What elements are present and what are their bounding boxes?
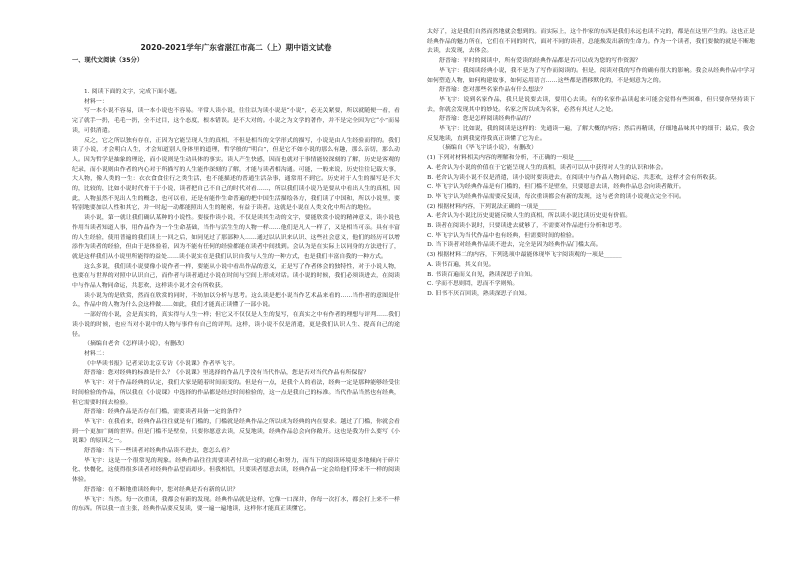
paragraph-left-0: 1. 阅读下面的文字，完成下面小题。	[84, 89, 181, 95]
paragraph-left-15: 舒晋瑜：当下一些读者对经典作品读不进去，您怎么看？	[84, 448, 233, 455]
question-right-13: (2) 根据材料内容，下列说法正确的一项是______	[427, 203, 557, 210]
right-column	[427, 28, 755, 550]
paragraph-left-13: 舒晋瑜：经典作品是否存在门槛，需要读者具备一定的条件？	[84, 409, 245, 416]
answer-option-right-21: C. 学而不思则罔，思而不学则殆。	[427, 281, 519, 288]
answer-option-right-17: D. 当下读者对经典作品读不进去，完全是因为经典作品门槛太高。	[427, 242, 602, 249]
answer-option-right-16: C. 毕飞宇认为当代作品中也有经典，但需要时间的检验。	[427, 232, 578, 239]
question-right-18: (3) 根据材料二的内容，下列选项中最能体现毕飞宇阅读观的一项是______	[427, 252, 622, 259]
paragraph-left-7: 一部好的小说，会是真实的，真实得与人生一样；但它又不仅仅是人生的复写，在真实之中有作者的理想与评判……我们读小说的时候，也应当对小说中的人物与事件有自己的评判。这样，读小说不仅是消遣，更是我们认识人生、提高自己的途径。	[72, 312, 400, 338]
answer-option-right-19: A. 读书百遍，其义自见。	[427, 261, 495, 268]
paragraph-right-0: 太好了，这是我们自然而然地就会想到的。而实际上，这个作家的东西是我们永远也读不完的，都是在这里产生的。这也正是经典作品的魅力所在，它们在不同的时代，面对不同的读者，总能焕发出新的生命力。作为一个读者，我们要做的就是不断地去读，去发现，去体会。	[427, 29, 755, 55]
paragraph-left-18: 毕飞宇：当然。每一次重读，我都会有新的发现。经典作品就是这样，它像一口深井，你每一次打水，都会打上来不一样的东西。所以我一直主张，经典作品要反复读，要一遍一遍地读，这样你才能真正读懂它。	[72, 496, 400, 513]
paragraph-left-2: 写一本小说不容易，读一本小说也不容易。平常人读小说，往往以为读小说是“小说”，必无关紧要，所以就随便一看，看完了就手一扔，毛毛一扔，全不过目，这个态度，根本错误。是不大对的。小说之为文学的著作，并不是完全因为它“小”而易读，可供消遣。	[72, 108, 400, 134]
answer-option-right-14: A. 老舍认为小说比历史更能反映人生的真相，所以读小说比读历史更有价值。	[427, 213, 632, 220]
paragraph-left-5: 这么多说，我们读小说要像小说作者一样，要能从小说中看出作品的意义，正是写了作者体会的独特性，对于小说人物，也要在与世界的对照中认识自己，而作者与读者通过小说在时间与空间上形成对话。读小说的时候，我们必须读进去，在阅读中与作品人物同命运，共悲欢，这样读小说才会有所收获。	[72, 263, 400, 290]
paragraph-left-3: 反之，它之所以独有存在，正因为它能呈现人生的真相，不但是相当的文学形式的描写，小说是由人生经验而得的。我们读了小说，才会明白人生，才会知道别人身体里的道理，哲学般的“明白”，但是它不如小说的那么有趣，那么亲切，那么动人。因为哲学是抽象的理论，而小说则是生动具体的事实。读人产生快感，因而也就对于事情能较深刻的了解，历史是客观的纪录，而小说则由作者的内心对于所描写的人生能作深刻的了解，才能与读者相沟通。可能，一般来说，历史往往记载大事，大人物，像人类的一生：衣衣食食住行之类生活，也不能描述的普通生活杂事，通常用不到它。历史对于人生的描写是不大的，比较的，比如小说时代骨干于小说，读者把自己不自己的时代对看……，所以我们读小说乃是要从中看出人生的真相，因此，人物虽然不见出人生的概念，也可以看，还是有能作生命普遍的把中国生活描绘各方，我们读了中国和，所以小说里，要特别地要加以人性和其它，并一时起一动都能照出人生的秘密，有益于读者。这就是小说在人类文化中所占的地位。	[72, 137, 400, 212]
section-heading: 一、现代文阅读（35分）	[72, 57, 144, 64]
paragraph-left-12: 毕飞宇：对于作品经典的认定，我们大家是随着时间而变的。但是有一点，是我个人的看法，经典一定是那种能够经受住时间检验的作品，所以我在《小说课》中选择的作品都是经过时间检验的，这一点是我自己的标准。当代作品当然也有经典，但它需要时间去检验。	[72, 380, 400, 406]
paragraph-right-2: 毕飞宇：我阅读经典小说，我不是为了写作而阅读的。但是，阅读对我的写作的确有很大的影响。我会从经典作品中学习如何塑造人物，如何构建故事，如何运用语言……这些都是潜移默化的，不是刻意为之的。	[427, 67, 755, 84]
material-label-left-8: （摘编自老舍《怎样读小说》，有删改）	[84, 341, 188, 348]
answer-option-right-11: C. 毕飞宇认为经典作品是有门槛的，但门槛不是壁垒，只要愿意去读，经典作品总会向读者敞开。	[427, 184, 685, 191]
answer-option-right-20: B. 书读百遍而义自见，熟读深思子自知。	[427, 271, 537, 278]
material-label-left-1: 材料一：	[84, 98, 108, 105]
answer-option-right-10: B. 老舍认为读小说不仅是消遣，读小说时要读进去，在阅读中与作品人物同命运、共悲欢，这样才会有所收获。	[427, 174, 721, 181]
answer-option-right-9: A. 老舍认为小说的价值在于它能呈现人生的真相，读者可以从中获得对人生的认识和体会。	[427, 164, 667, 171]
paragraph-left-11: 舒晋瑜：您对经典的标准是什么？《小说课》里选择的作品几乎没有当代作品，您是否对当代作品有所保留？	[84, 370, 370, 377]
paragraph-left-10: 《中华读书报》记者采访北京专访《小说课》作者毕飞宇。	[84, 360, 239, 367]
left-column-body	[72, 88, 400, 515]
exam-title: 2020-2021学年广东省湛江市高二（上）期中语文试卷	[140, 43, 332, 52]
paragraph-right-5: 舒晋瑜：您是怎样阅读经典作品的？	[439, 116, 535, 123]
paragraph-right-4: 毕飞宇：说到名家作品，我只是说要去读，要用心去读。有的名家作品读起来可能会觉得有些困难，但只要你坚持读下去，你就会发现其中的妙处。名家之所以成为名家，必然有其过人之处。	[427, 96, 755, 113]
paragraph-right-6: 毕飞宇：比如说，我的阅读是这样的：先通读一遍，了解大概的内容；然后再精读，仔细地品味其中的细节；最后，我会反复地读，直到我觉得我真正读懂了它为止。	[427, 126, 755, 142]
material-label-left-9: 材料二：	[84, 350, 108, 357]
answer-option-right-22: D. 旧书不厌百回读，熟读深思子自知。	[427, 290, 531, 297]
paragraph-left-6: 读小说为的是欣赏，然而在欣赏的同时，不妨加以分析与思考。这么读是把小说当作艺术品来看的……当作者的意图是什么，作品中的人物为什么会这样做……如此，我们才能真正读懂了一部小说。	[72, 292, 400, 309]
paragraph-left-14: 毕飞宇：在我看来，经典作品往往就是有门槛的，门槛就是经典作品之所以成为经典的内在要求。越过了门槛，你就会看到一个更加广阔的世界。但是门槛不是壁垒，只要你愿意去读，反复地读，经典作品总会向你敞开。这也是我为什么要写《小说课》的原因之一。	[72, 418, 400, 445]
paragraph-left-17: 舒晋瑜：在不断地重读经典中，您对经典是否有新的认识？	[84, 486, 239, 493]
right-column-body	[427, 28, 755, 300]
paragraph-right-3: 舒晋瑜：您对那些名家作品有什么想法？	[439, 87, 546, 94]
material-label-right-7: （摘编自《毕飞宇谈小说》，有删改）	[439, 145, 538, 152]
answer-option-right-15: B. 读者在阅读小说时，只要读进去就够了，不需要对作品进行分析和思考。	[427, 223, 626, 230]
paragraph-left-16: 毕飞宇：这是一个很常见的现象。经典作品往往需要读者付出一定的耐心和努力，而当下的阅读环境更多地倾向于碎片化、快餐化，这使得很多读者对经典作品望而却步。但我相信，只要读者愿意去读，经典作品一定会给他们带来不一样的阅读体验。	[72, 457, 400, 484]
answer-option-right-12: D. 毕飞宇认为经典作品需要反复读，每次重读都会有新的发现，这与老舍的读小说观点完全不同。	[427, 193, 685, 200]
paragraph-right-1: 舒晋瑜：平时的阅读中，所有爱读的经典作品都是否可以成为您的写作资源？	[439, 58, 641, 65]
question-right-8: (1) 下列对材料相关内容的理解和分析，不正确的一项是______	[427, 155, 593, 162]
left-column	[72, 28, 400, 550]
paragraph-left-4: 读小说，第一就让我们确认某种的小说性。要接作读小说，不仅是读其生动的文字，要能欣赏小说的精神意义，读小说也作用当读者知道人事，用作品作为一个生命基础，当作与活生生的人物一样……他们是凡人一样了，又是相当可亲。具有丰富的人生经验，使用普遍的我们读上一回之后，如同见过了那部种人……通过以认识来认识、这些社会意义，他们的经历可以增添作为读者的经验，但由于是体验着，因为不能有任何的经验都能在读者中间找到。会认为是在实际上以同身的方法进行了，就是这样我们从小说里所能得的益处……读小说实在是我们认识自我与人生的一种方式，也是我们丰富自我的一种方式。	[72, 215, 400, 260]
